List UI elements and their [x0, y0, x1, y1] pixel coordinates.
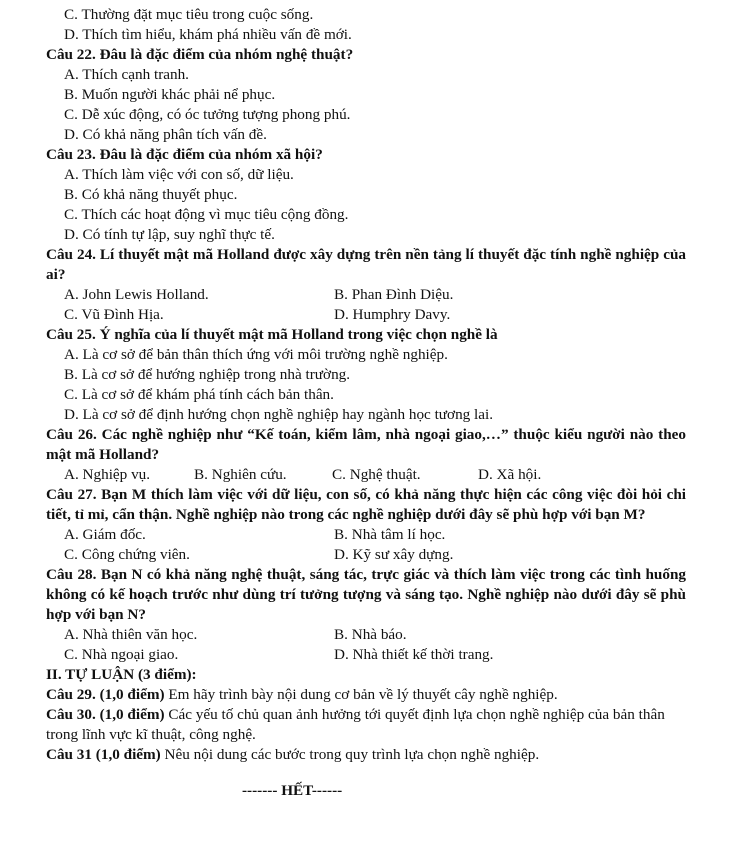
q26-option-b: B. Nghiên cứu.	[194, 466, 287, 483]
q27-option-d: D. Kỹ sư xây dựng.	[334, 546, 454, 563]
q23-option-a: A. Thích làm việc với con số, dữ liệu.	[64, 166, 294, 183]
q27-option-a: A. Giám đốc.	[64, 526, 146, 543]
q27-options-row-1	[0, 525, 739, 545]
q26-option-c: C. Nghệ thuật.	[332, 466, 421, 483]
q22-option-b: B. Muốn người khác phải nể phục.	[64, 86, 276, 103]
q22-option-a: A. Thích cạnh tranh.	[64, 66, 189, 83]
q25-option-a: A. Là cơ sở để bản thân thích ứng với môi trường nghề nghiệp.	[64, 346, 448, 363]
q24-option-b: B. Phan Đình Diệu.	[334, 286, 454, 303]
q21-option-d: D. Thích tìm hiểu, khám phá nhiều vấn đề mới.	[64, 26, 352, 43]
q27-title: Câu 27. Bạn M thích làm việc với dữ liệu, con số, có khả năng thực hiện các công việc đòi hỏi chi tiết, tỉ mỉ, cẩn thận. Nghề nghiệp nào trong các nghề nghiệp dưới đây sẽ phù hợp với bạn M?	[46, 486, 686, 523]
q25-option-b: B. Là cơ sở để hướng nghiệp trong nhà trường.	[64, 366, 351, 383]
q25-option-d: D. Là cơ sở để định hướng chọn nghề nghiệp hay ngành học tương lai.	[64, 406, 494, 423]
q30-label: Câu 30. (1,0 điểm)	[46, 706, 165, 723]
q25-option-c: C. Là cơ sở để khám phá tính cách bản thân.	[64, 386, 334, 403]
q26-option-a: A. Nghiệp vụ.	[64, 466, 151, 483]
q28-options-row-2	[0, 645, 739, 665]
q29-label: Câu 29. (1,0 điểm)	[46, 686, 165, 703]
q22-option-d: D. Có khả năng phân tích vấn đề.	[64, 126, 267, 143]
q30-text: Các yếu tố chủ quan ảnh hưởng tới quyết định lựa chọn nghề nghiệp của bản thân trong lĩnh vực kĩ thuật, công nghệ.	[46, 706, 665, 743]
q23-option-c: C. Thích các hoạt động vì mục tiêu cộng đồng.	[64, 206, 349, 223]
q23-title: Câu 23. Đâu là đặc điểm của nhóm xã hội?	[46, 146, 323, 163]
q23-option-d: D. Có tính tự lập, suy nghĩ thực tế.	[64, 226, 275, 243]
q24-title: Câu 24. Lí thuyết mật mã Holland được xây dựng trên nền tảng lí thuyết đặc tính nghề nghiệp của ai?	[46, 246, 686, 283]
q28-option-a: A. Nhà thiên văn học.	[64, 626, 198, 643]
q22-option-c: C. Dễ xúc động, có óc tưởng tượng phong phú.	[64, 106, 351, 123]
q28-title: Câu 28. Bạn N có khả năng nghệ thuật, sáng tác, trực giác và thích làm việc trong các tình huống không có kế hoạch trước như dùng trí tưởng tượng và sáng tạo. Nghề nghiệp nào dưới đây sẽ phù hợp với bạn N?	[46, 566, 686, 623]
q26-title: Câu 26. Các nghề nghiệp như “Kế toán, kiểm lâm, nhà ngoại giao,…” thuộc kiểu người nào theo mật mã Holland?	[46, 426, 686, 463]
q31	[0, 745, 686, 765]
q22-title: Câu 22. Đâu là đặc điểm của nhóm nghệ thuật?	[46, 46, 354, 63]
q29-text: Em hãy trình bày nội dung cơ bản về lý thuyết cây nghề nghiệp.	[164, 686, 558, 703]
q31-label: Câu 31 (1,0 điểm)	[46, 746, 161, 763]
q24-option-a: A. John Lewis Holland.	[64, 286, 209, 303]
q21-option-c: C. Thường đặt mục tiêu trong cuộc sống.	[64, 6, 314, 23]
q24-options-row-2	[0, 305, 739, 325]
q25-title: Câu 25. Ý nghĩa của lí thuyết mật mã Holland trong việc chọn nghề là	[46, 326, 498, 343]
exam-page	[0, 5, 739, 801]
q27-options-row-2	[0, 545, 739, 565]
q28-options-row-1	[0, 625, 739, 645]
q29	[0, 685, 686, 705]
q23-option-b: B. Có khả năng thuyết phục.	[64, 186, 238, 203]
q30	[0, 705, 686, 745]
q27-option-b: B. Nhà tâm lí học.	[334, 526, 446, 543]
end-marker: ------- HẾT------	[242, 782, 343, 799]
q27-option-c: C. Công chứng viên.	[64, 546, 190, 563]
q26-options-row	[0, 465, 739, 485]
section-essay-heading: II. TỰ LUẬN (3 điểm):	[46, 666, 197, 683]
q24-options-row-1	[0, 285, 739, 305]
q28-option-c: C. Nhà ngoại giao.	[64, 646, 179, 663]
q28-option-d: D. Nhà thiết kế thời trang.	[334, 646, 494, 663]
q24-option-d: D. Humphry Davy.	[334, 306, 451, 323]
q26-option-d: D. Xã hội.	[478, 466, 542, 483]
q24-option-c: C. Vũ Đình Hịa.	[64, 306, 164, 323]
q28-option-b: B. Nhà báo.	[334, 626, 407, 643]
q31-text: Nêu nội dung các bước trong quy trình lựa chọn nghề nghiệp.	[160, 746, 540, 763]
